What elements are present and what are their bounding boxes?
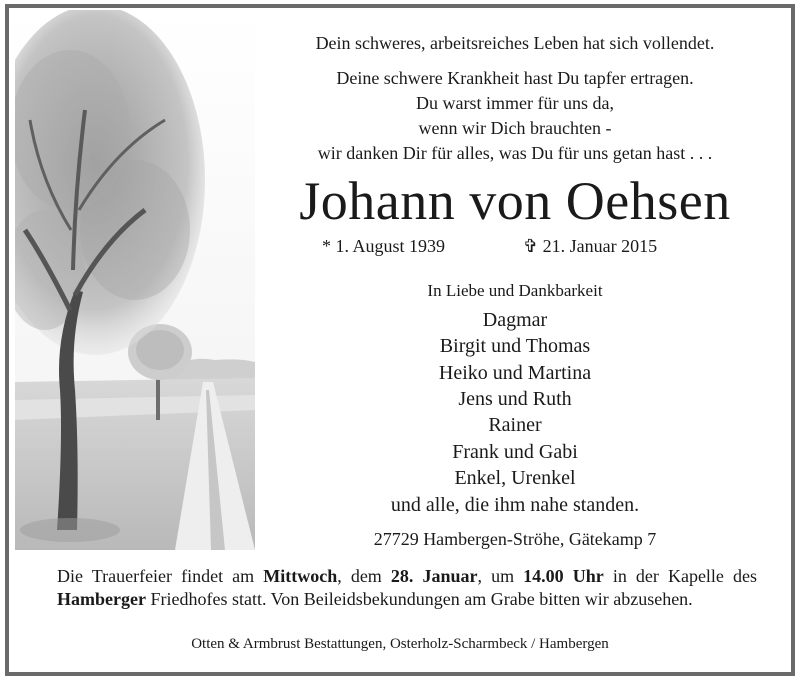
notice-text: in der Kapelle des [603,566,757,586]
verse-line: wenn wir Dich brauchten - [418,118,612,138]
mourner-name: Frank und Gabi [452,441,578,463]
notice-text: , dem [337,566,391,586]
tree-landscape-photo [15,10,255,550]
mourner-name: Rainer [488,414,542,436]
birth-symbol: * [322,236,331,256]
birth-date-line [322,236,445,257]
mourner-name: Birgit und Thomas [439,335,591,357]
notice-text: Die Trauerfeier findet am [57,566,264,586]
mourner-name: Heiko und Martina [438,362,592,384]
mourner-name: Jens und Ruth [458,388,572,410]
cross-icon: ✞ [523,236,539,256]
funeral-time: 14.00 Uhr [523,566,604,586]
verse-line: Dein schweres, arbeitsreiches Leben hat sich vollendet. [315,33,715,53]
notice-text: Friedhofes statt. Von Beileidsbekundungen am Grabe bitten wir abzusehen. [145,589,693,609]
mourner-name: und alle, die ihm nahe standen. [390,494,640,516]
family-address: 27729 Hambergen-Ströhe, Gätekamp 7 [373,529,657,549]
verse-line: Deine schwere Krankheit hast Du tapfer ertragen. [336,68,694,88]
mourners-intro: In Liebe und Dankbarkeit [427,281,603,300]
mourner-name: Enkel, Urenkel [454,467,576,489]
cemetery-name: Hamberger [57,589,146,609]
verse-line: wir danken Dir für alles, was Du für uns getan hast . . . [317,143,713,163]
notice-text: , um [477,566,524,586]
deceased-name: Johann von Oehsen [299,171,731,231]
death-date-line [523,236,657,257]
funeral-day: Mittwoch [263,566,338,586]
death-date: 21. Januar 2015 [542,236,658,256]
funeral-notice [57,565,757,611]
mourner-name: Dagmar [482,309,548,331]
verse-line: Du warst immer für uns da, [416,93,614,113]
undertaker-line: Otten & Armbrust Bestattungen, Osterholz-Scharmbeck / Hambergen [191,636,609,652]
birth-date: 1. August 1939 [335,236,446,256]
funeral-date: 28. Januar [390,566,478,586]
